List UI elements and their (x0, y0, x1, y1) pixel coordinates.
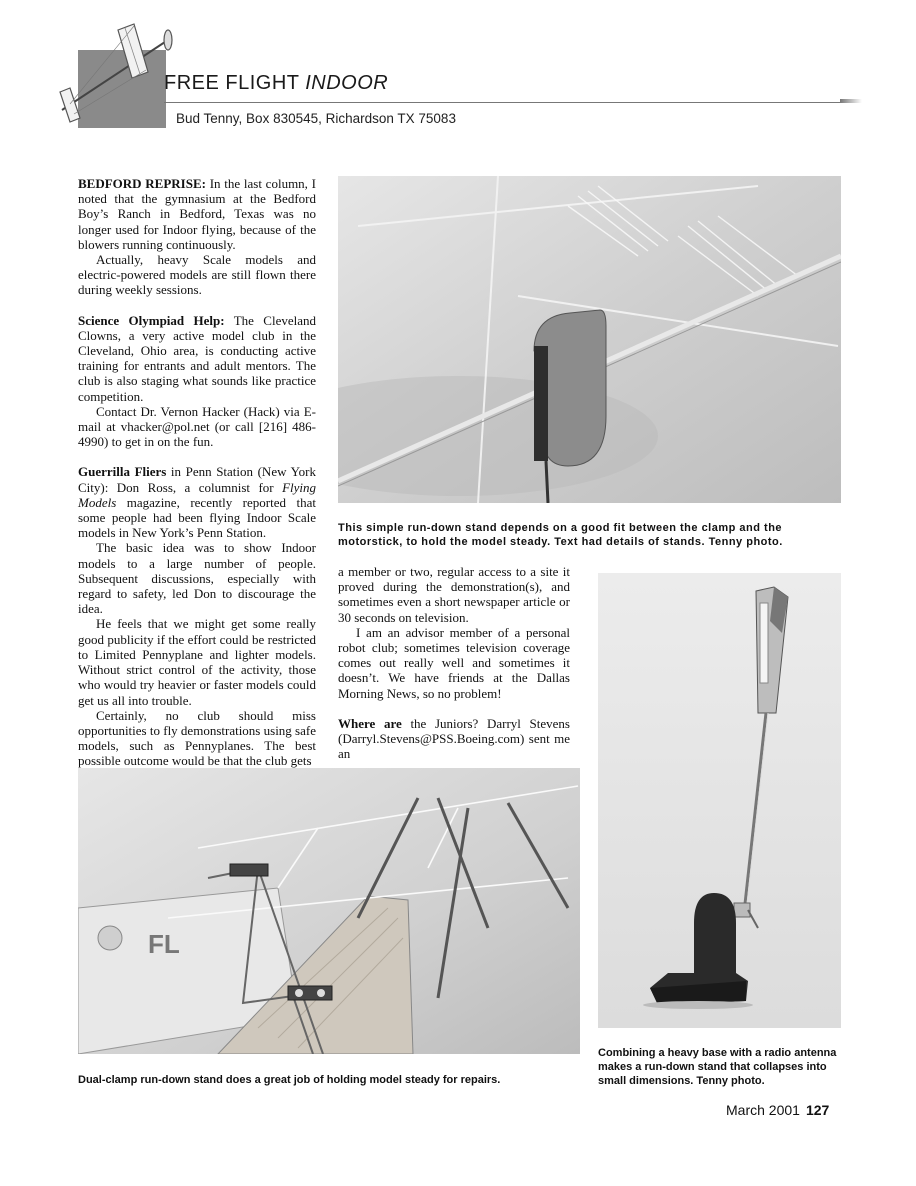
header-rule (164, 102, 859, 103)
photo-caption: Dual-clamp run-down stand does a great job of holding model steady for repairs. (78, 1074, 501, 1086)
paragraph: Guerrilla Fliers in Penn Station (New York City): Don Ross, a columnist for Flying Models magazine, recently reported that some people had been flying Indoor Scale models in New York’s Penn Station. (78, 464, 316, 541)
photo-caption: This simple run-down stand depends on a good fit between the clamp and the motorstick, to hold the model steady. Text had details of stands. Tenny photo. (338, 522, 783, 548)
paragraph: Certainly, no club should miss opportunities to fly demonstrations using safe models, such as Pennyplanes. The best possible outcome would be that the club gets (78, 707, 316, 769)
issue-date: March 2001 (726, 1102, 800, 1118)
text-column-1 (78, 176, 316, 769)
photo-simple-stand (338, 176, 841, 503)
paragraph: He feels that we might get some really good publicity if the effort could be restricted to Limited Pennyplane and lighter models. Without strict control of the activity, those who would try heavier or faster models could get us all into trouble. (78, 616, 316, 708)
paragraph: Science Olympiad Help: The Cleveland Clowns, a very active model club in the Cleveland, Ohio area, is conducting active training for entrants and adult mentors. The club is also staging what sounds like practice competition. (78, 312, 316, 404)
box-label: FL (148, 929, 180, 959)
header-rule-fade (840, 99, 862, 103)
page-footer (726, 1102, 829, 1118)
paragraph: The basic idea was to show Indoor models to a large number of people. Subsequent discussions, especially with regard to safety, led Don to discourage the idea. (78, 540, 316, 617)
paragraph: Where are the Juniors? Darryl Stevens (Darryl.Stevens@PSS.Boeing.com) sent me an (338, 715, 570, 762)
paragraph: BEDFORD REPRISE: In the last column, I noted that the gymnasium at the Bedford Boy’s Ranch in Bedford, Texas was no longer used for Indoor flying, because of the blowers running continuously. (78, 176, 316, 252)
paragraph: I am an advisor member of a personal robot club; sometimes television coverage comes out really well and sometimes it doesn’t. We have friends at the Dallas Morning News, so no problem! (338, 624, 570, 701)
photo-dual-clamp-stand (78, 768, 580, 1054)
section-title-emph: INDOOR (305, 72, 389, 94)
photo-antenna-stand (598, 573, 841, 1028)
section-title: FREE FLIGHT INDOOR (164, 72, 389, 94)
paragraph: a member or two, regular access to a site it proved during the demonstration(s), and sometimes even a short newspaper article or 30 seconds on television. (338, 564, 570, 625)
photo-caption: Combining a heavy base with a radio antenna makes a run-down stand that collapses into small dimensions. Tenny photo. (598, 1047, 837, 1087)
paragraph: Actually, heavy Scale models and electric-powered models are still flown there during weekly sessions. (78, 252, 316, 298)
byline: Bud Tenny, Box 830545, Richardson TX 75083 (176, 111, 456, 126)
text-column-2 (338, 564, 570, 761)
logo-airplane-icon (50, 22, 180, 132)
page-number: 127 (805, 1102, 830, 1118)
paragraph: Contact Dr. Vernon Hacker (Hack) via E-mail at vhacker@pol.net (or call [216] 486-4990) to get in on the fun. (78, 403, 316, 450)
